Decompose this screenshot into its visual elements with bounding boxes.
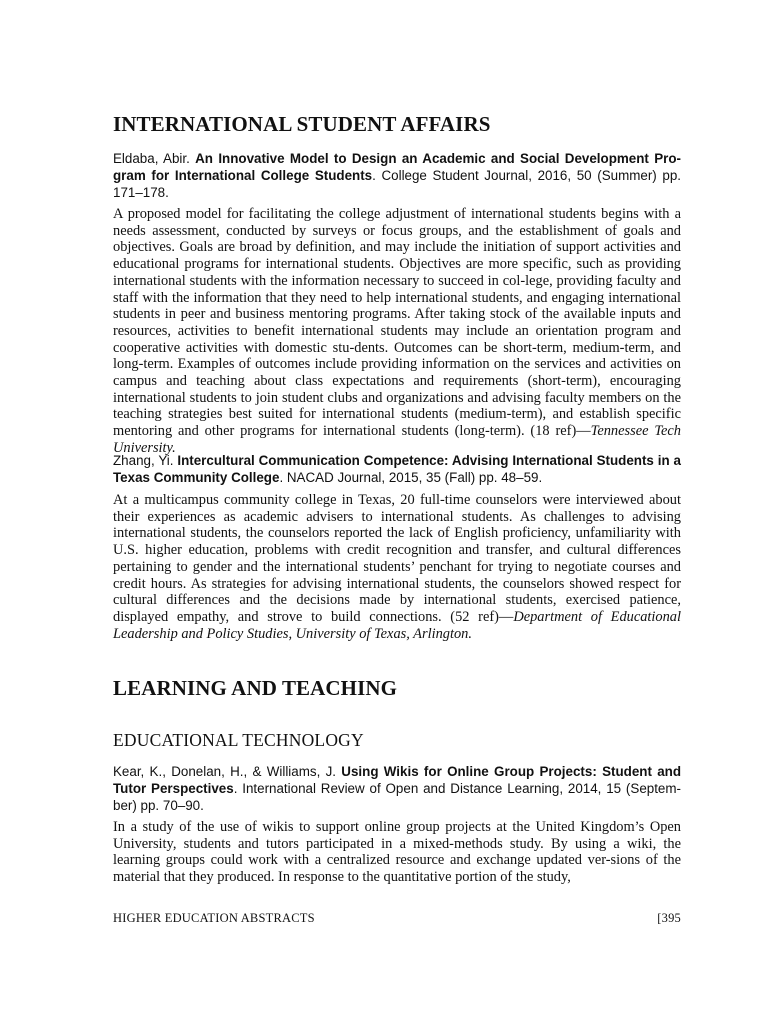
citation-kear	[113, 763, 681, 814]
abstract-affiliation: Tennessee Tech University.	[113, 423, 682, 456]
subsection-heading-educational-technology: EDUCATIONAL TECHNOLOGY	[113, 730, 364, 750]
footer-page-number: [395	[657, 911, 681, 925]
section-heading-international-student-affairs: INTERNATIONAL STUDENT AFFAIRS	[113, 112, 491, 136]
page-footer	[113, 910, 681, 926]
abstract-affiliation: Department of Educational Leadership and Policy Studies, University of Texas, Arlington.	[113, 608, 681, 642]
citation-author: Zhang, Yi.	[113, 453, 178, 468]
abstract-kear	[113, 819, 681, 886]
citation-source: . NACAD Journal, 2015, 35 (Fall) pp. 48–59.	[279, 470, 543, 485]
citation-title: An Innovative Model to Design an Academic and Social Development Pro-gram for International College Students	[113, 151, 681, 183]
footer-journal-title: HIGHER EDUCATION ABSTRACTS	[113, 911, 315, 925]
abstract-text: At a multicampus community college in Texas, 20 full-time counselors were interviewed about their experiences as academic advisers to international students. As challenges to advising international students, the counselors reported the lack of English proficiency, unfamiliarity with U.S. higher education, problems with credit recognition and transfer, and cultural differences pertaining to gender and the international students’ penchant for trying to negotiate courses and credit hours. As strategies for advising international students, the counselors showed respect for cultural differences and the decisions made by international students, exercised patience, displayed empathy, and strove to build connections. (52 ref)—	[113, 492, 681, 625]
citation-eldaba	[113, 150, 681, 201]
citation-source: . College Student Journal, 2016, 50 (Summer) pp. 171–178.	[113, 168, 681, 200]
abstract-text: A proposed model for facilitating the college adjustment of international students begins with a needs assessment, conducted by surveys or focus groups, and the establishment of goals and objectives. Goals are broad by definition, and may include the initiation of support activities and educational programs for international students. Objectives are more specific, such as providing international students with the information necessary to succeed in col-lege, providing faculty and staff with the information that they need to help international students, and engaging international students in peer and business mentoring programs. After taking stock of the available inputs and resources, activities to benefit international students may include an orientation program and cooperative activities with domestic stu-dents. Outcomes can be short-term, medium-term, and long-term. Examples of outcomes include providing information on the services and activities on campus and teaching about class expectations and requirements (short-term), encouraging international students to join student clubs and organizations and advising faculty members on the teaching strategies best suited for international students (medium-term), and establish specific mentoring and other programs for international students (long-term). (18 ref)—	[113, 206, 681, 440]
citation-author: Eldaba, Abir.	[113, 151, 196, 166]
abstract-eldaba	[113, 206, 681, 457]
abstract-zhang	[113, 492, 681, 642]
citation-source: . International Review of Open and Distance Learning, 2014, 15 (Septem-ber) pp. 70–90.	[113, 781, 681, 813]
section-heading-learning-and-teaching: LEARNING AND TEACHING	[113, 676, 398, 700]
citation-title: Intercultural Communication Competence: Advising International Students in a Texas Community College	[113, 453, 681, 485]
citation-author: Kear, K., Donelan, H., & Williams, J.	[113, 764, 342, 779]
abstract-text: In a study of the use of wikis to support online group projects at the United Kingdom’s Open University, students and tutors participated in a mixed-methods study. By using a wiki, the learning groups could work with a centralized resource and exchange updated ver-sions of the material that they produced. In response to the quantitative portion of the study,	[113, 819, 681, 886]
citation-title: Using Wikis for Online Group Projects: Student and Tutor Perspectives	[113, 764, 682, 796]
citation-zhang	[113, 452, 681, 486]
document-page	[113, 0, 681, 1024]
